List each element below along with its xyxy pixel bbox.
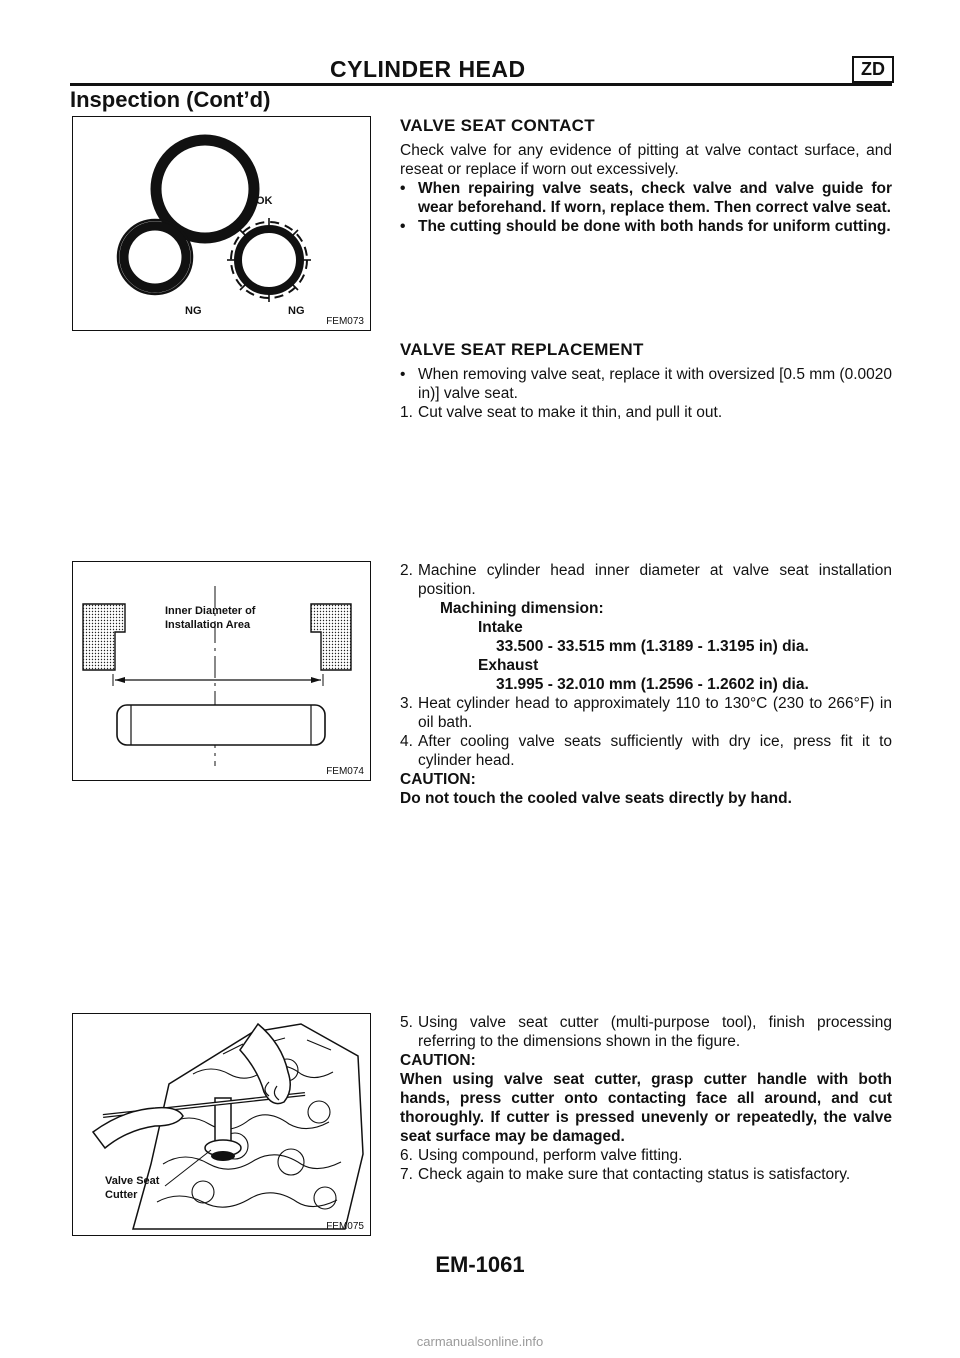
ng-label-left: NG — [185, 305, 202, 317]
section-title: CYLINDER HEAD — [330, 56, 526, 82]
caution-text: Do not touch the cooled valve seats directly by hand. — [400, 790, 792, 807]
step-3: 3. Heat cylinder head to approximately 110 to 130°C (230 to 266°F) in oil bath. — [400, 695, 892, 731]
valve-seat-cutter-label: Valve Seat Cutter — [105, 1175, 160, 1201]
section-valve-seat-replacement — [400, 340, 892, 422]
exhaust-value: 31.995 - 32.010 mm (1.2596 - 1.2602 in) dia. — [496, 676, 809, 693]
replacement-steps — [400, 561, 892, 808]
step-2: 2. Machine cylinder head inner diameter at valve seat installation position. — [400, 562, 892, 598]
bullet-both-hands: • The cutting should be done with both hands for uniform cutting. — [400, 218, 891, 235]
step-5: 5. Using valve seat cutter (multi-purpose tool), finish processing referring to the dimensions shown in the figure. — [400, 1014, 892, 1050]
inner-diameter-illustration — [73, 562, 370, 780]
figure-valve-seat-contact — [72, 116, 371, 331]
figure-id: FEM075 — [326, 1221, 364, 1232]
machining-dimension-label: Machining dimension: — [440, 600, 604, 617]
caution-label: CAUTION: — [400, 771, 476, 788]
header-rule — [70, 83, 892, 86]
intake-label: Intake — [478, 619, 523, 636]
ok-label: OK — [256, 195, 273, 207]
step-7: 7. Check again to make sure that contacting status is satisfactory. — [400, 1166, 851, 1183]
exhaust-label: Exhaust — [478, 657, 539, 674]
caution-text: When using valve seat cutter, grasp cutter handle with both hands, press cutter onto contacting face all around, and cut thoroughly. If cutter is pressed unevenly or repeatedly, the valve seat surface may be damaged. — [400, 1071, 892, 1145]
ng-label-right: NG — [288, 305, 305, 317]
watermark: carmanualsonline.info — [416, 1334, 544, 1349]
figure-id: FEM073 — [326, 316, 364, 327]
step-1: 1. Cut valve seat to make it thin, and pull it out. — [400, 404, 723, 421]
engine-tag: ZD — [852, 56, 894, 83]
figure-id: FEM074 — [326, 766, 364, 777]
intake-value: 33.500 - 33.515 mm (1.3189 - 1.3195 in) dia. — [496, 638, 809, 655]
bullet-oversized-seat: • When removing valve seat, replace it with oversized [0.5 mm (0.0020 in)] valve seat. — [400, 366, 892, 402]
finishing-steps — [400, 1013, 892, 1184]
contact-intro: Check valve for any evidence of pitting at valve contact surface, and reseat or replace if worn out excessively. — [400, 142, 892, 178]
inner-diameter-label: Inner Diameter of Installation Area — [165, 605, 256, 631]
page-number: EM-1061 — [435, 1252, 525, 1277]
figure-inner-diameter — [72, 561, 371, 781]
caution-label: CAUTION: — [400, 1052, 476, 1069]
valve-contact-rings-illustration — [73, 117, 370, 330]
bullet-repair-check: • When repairing valve seats, check valve and valve guide for wear beforehand. If worn, replace them. Then correct valve seat. — [400, 180, 892, 216]
heading-valve-seat-contact: VALVE SEAT CONTACT — [400, 116, 595, 135]
page-subtitle: Inspection (Cont’d) — [70, 87, 271, 112]
heading-valve-seat-replacement: VALVE SEAT REPLACEMENT — [400, 340, 644, 359]
figure-valve-seat-cutter — [72, 1013, 371, 1236]
section-valve-seat-contact — [400, 116, 892, 236]
step-4: 4. After cooling valve seats sufficiently with dry ice, press fit it to cylinder head. — [400, 733, 892, 769]
step-6: 6. Using compound, perform valve fitting. — [400, 1147, 683, 1164]
